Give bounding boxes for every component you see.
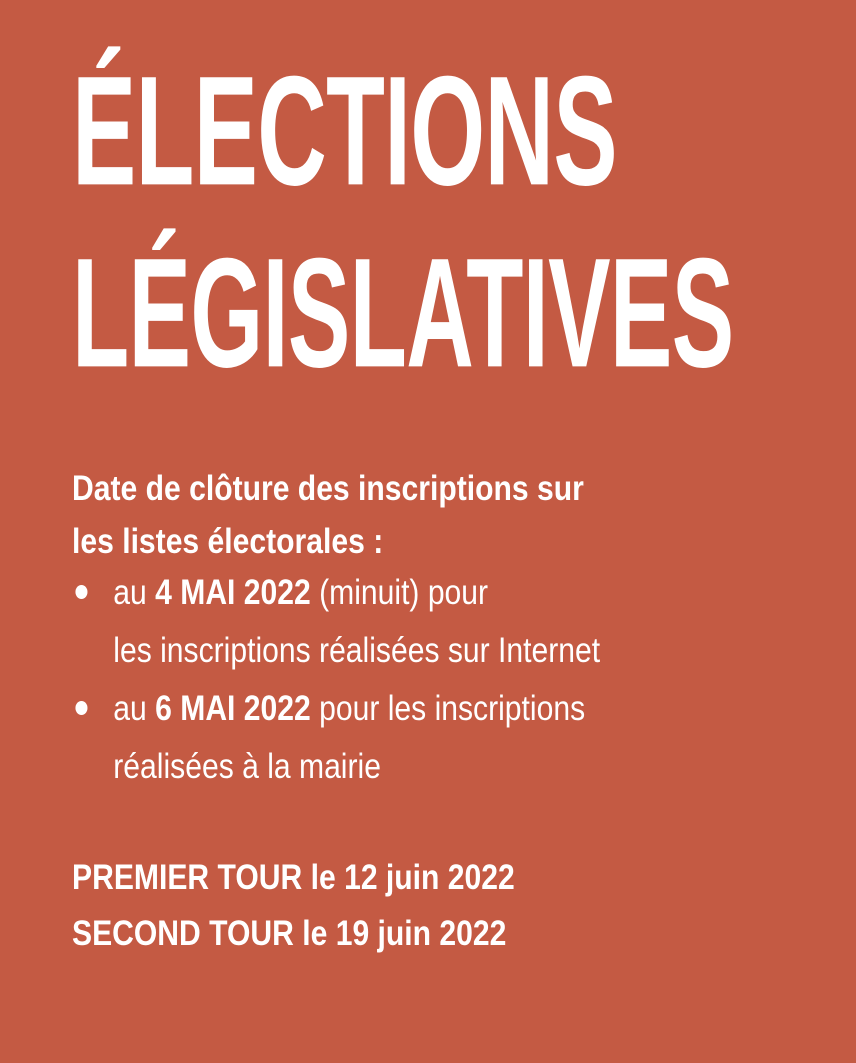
deadline-date: 4 MAI 2022 — [155, 573, 311, 612]
round-label: SECOND TOUR — [72, 914, 294, 953]
deadline-item-internet — [72, 564, 777, 680]
bullet-icon — [75, 701, 87, 715]
title-line-2: LÉGISLATIVES — [72, 226, 734, 400]
round-date: le 19 juin 2022 — [302, 914, 507, 953]
round-date: le 12 juin 2022 — [310, 858, 515, 897]
deadline-list — [72, 564, 777, 796]
round-label: PREMIER TOUR — [72, 858, 303, 897]
deadline-item-line-2: réalisées à la mairie — [113, 747, 381, 786]
deadline-prefix: au — [113, 689, 147, 728]
first-round — [72, 850, 777, 906]
deadline-item-line-1 — [113, 564, 777, 622]
registration-deadline-heading — [72, 462, 777, 568]
deadline-date: 6 MAI 2022 — [155, 689, 311, 728]
deadline-item-mairie — [72, 680, 777, 796]
page-title — [72, 44, 784, 400]
deadline-suffix: (minuit) pour — [319, 573, 489, 612]
deadline-item-line-1 — [113, 680, 777, 738]
deadline-item-line-2: les inscriptions réalisées sur Internet — [113, 631, 601, 670]
intro-line-2: les listes électorales : — [72, 522, 384, 561]
title-line-1: ÉLECTIONS — [72, 44, 617, 218]
election-rounds — [72, 850, 777, 962]
deadline-prefix: au — [113, 573, 147, 612]
deadline-suffix: pour les inscriptions — [319, 689, 586, 728]
intro-line-1: Date de clôture des inscriptions sur — [72, 469, 584, 508]
bullet-icon — [75, 585, 87, 599]
second-round — [72, 906, 777, 962]
